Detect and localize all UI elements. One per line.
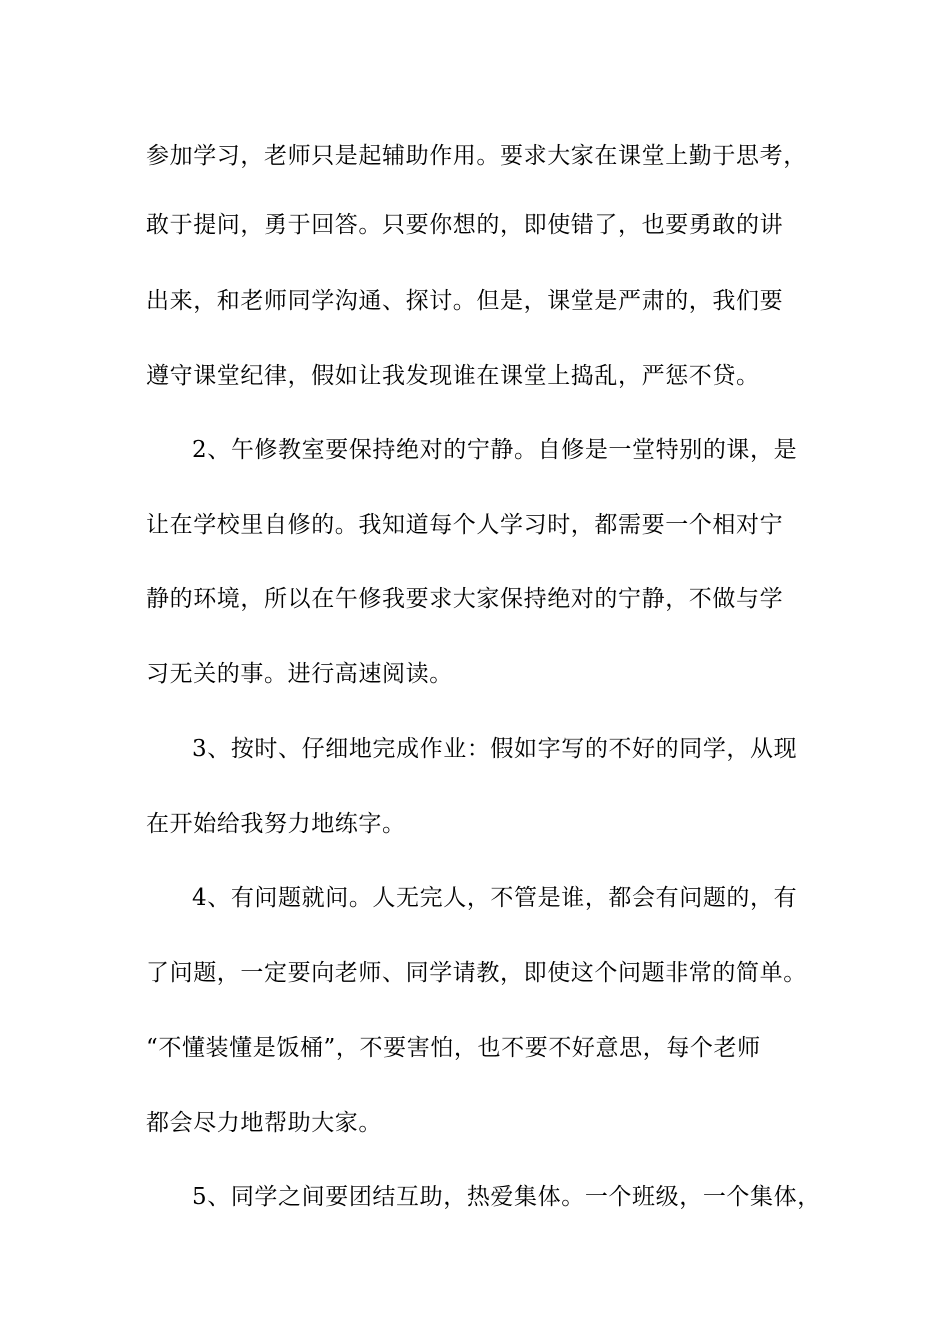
paragraph-start-line: 2、午修教室要保持绝对的宁静。自修是一堂特别的课，是 — [192, 437, 798, 463]
paragraph-start-line: 4、有问题就问。人无完人，不管是谁，都会有问题的，有 — [192, 885, 798, 911]
text-line: 让在学校里自修的。我知道每个人学习时，都需要一个相对宁 — [146, 512, 784, 538]
text-line: 参加学习，老师只是起辅助作用。要求大家在课堂上勤于思考， — [146, 143, 807, 169]
text-line: 了问题，一定要向老师、同学请教，即使这个问题非常的简单。 — [146, 960, 807, 986]
text-line: 习无关的事。进行高速阅读。 — [146, 661, 453, 687]
text-line: 在开始给我努力地练字。 — [146, 811, 406, 837]
text-line: 敢于提问，勇于回答。只要你想的，即使错了，也要勇敢的讲 — [146, 212, 784, 238]
text-line: 出来，和老师同学沟通、探讨。但是，课堂是严肃的，我们要 — [146, 288, 784, 314]
paragraph-start-line: 5、同学之间要团结互助，热爱集体。一个班级，一个集体， — [192, 1184, 821, 1210]
paragraph-start-line: 3、按时、仔细地完成作业：假如字写的不好的同学，从现 — [192, 736, 798, 762]
text-line: “不懂装懂是饭桶”，不要害怕，也不要不好意思，每个老师 — [146, 1035, 761, 1061]
text-line: 静的环境，所以在午修我要求大家保持绝对的宁静，不做与学 — [146, 586, 784, 612]
text-line: 遵守课堂纪律，假如让我发现谁在课堂上捣乱，严惩不贷。 — [146, 363, 760, 389]
text-line: 都会尽力地帮助大家。 — [146, 1110, 382, 1136]
